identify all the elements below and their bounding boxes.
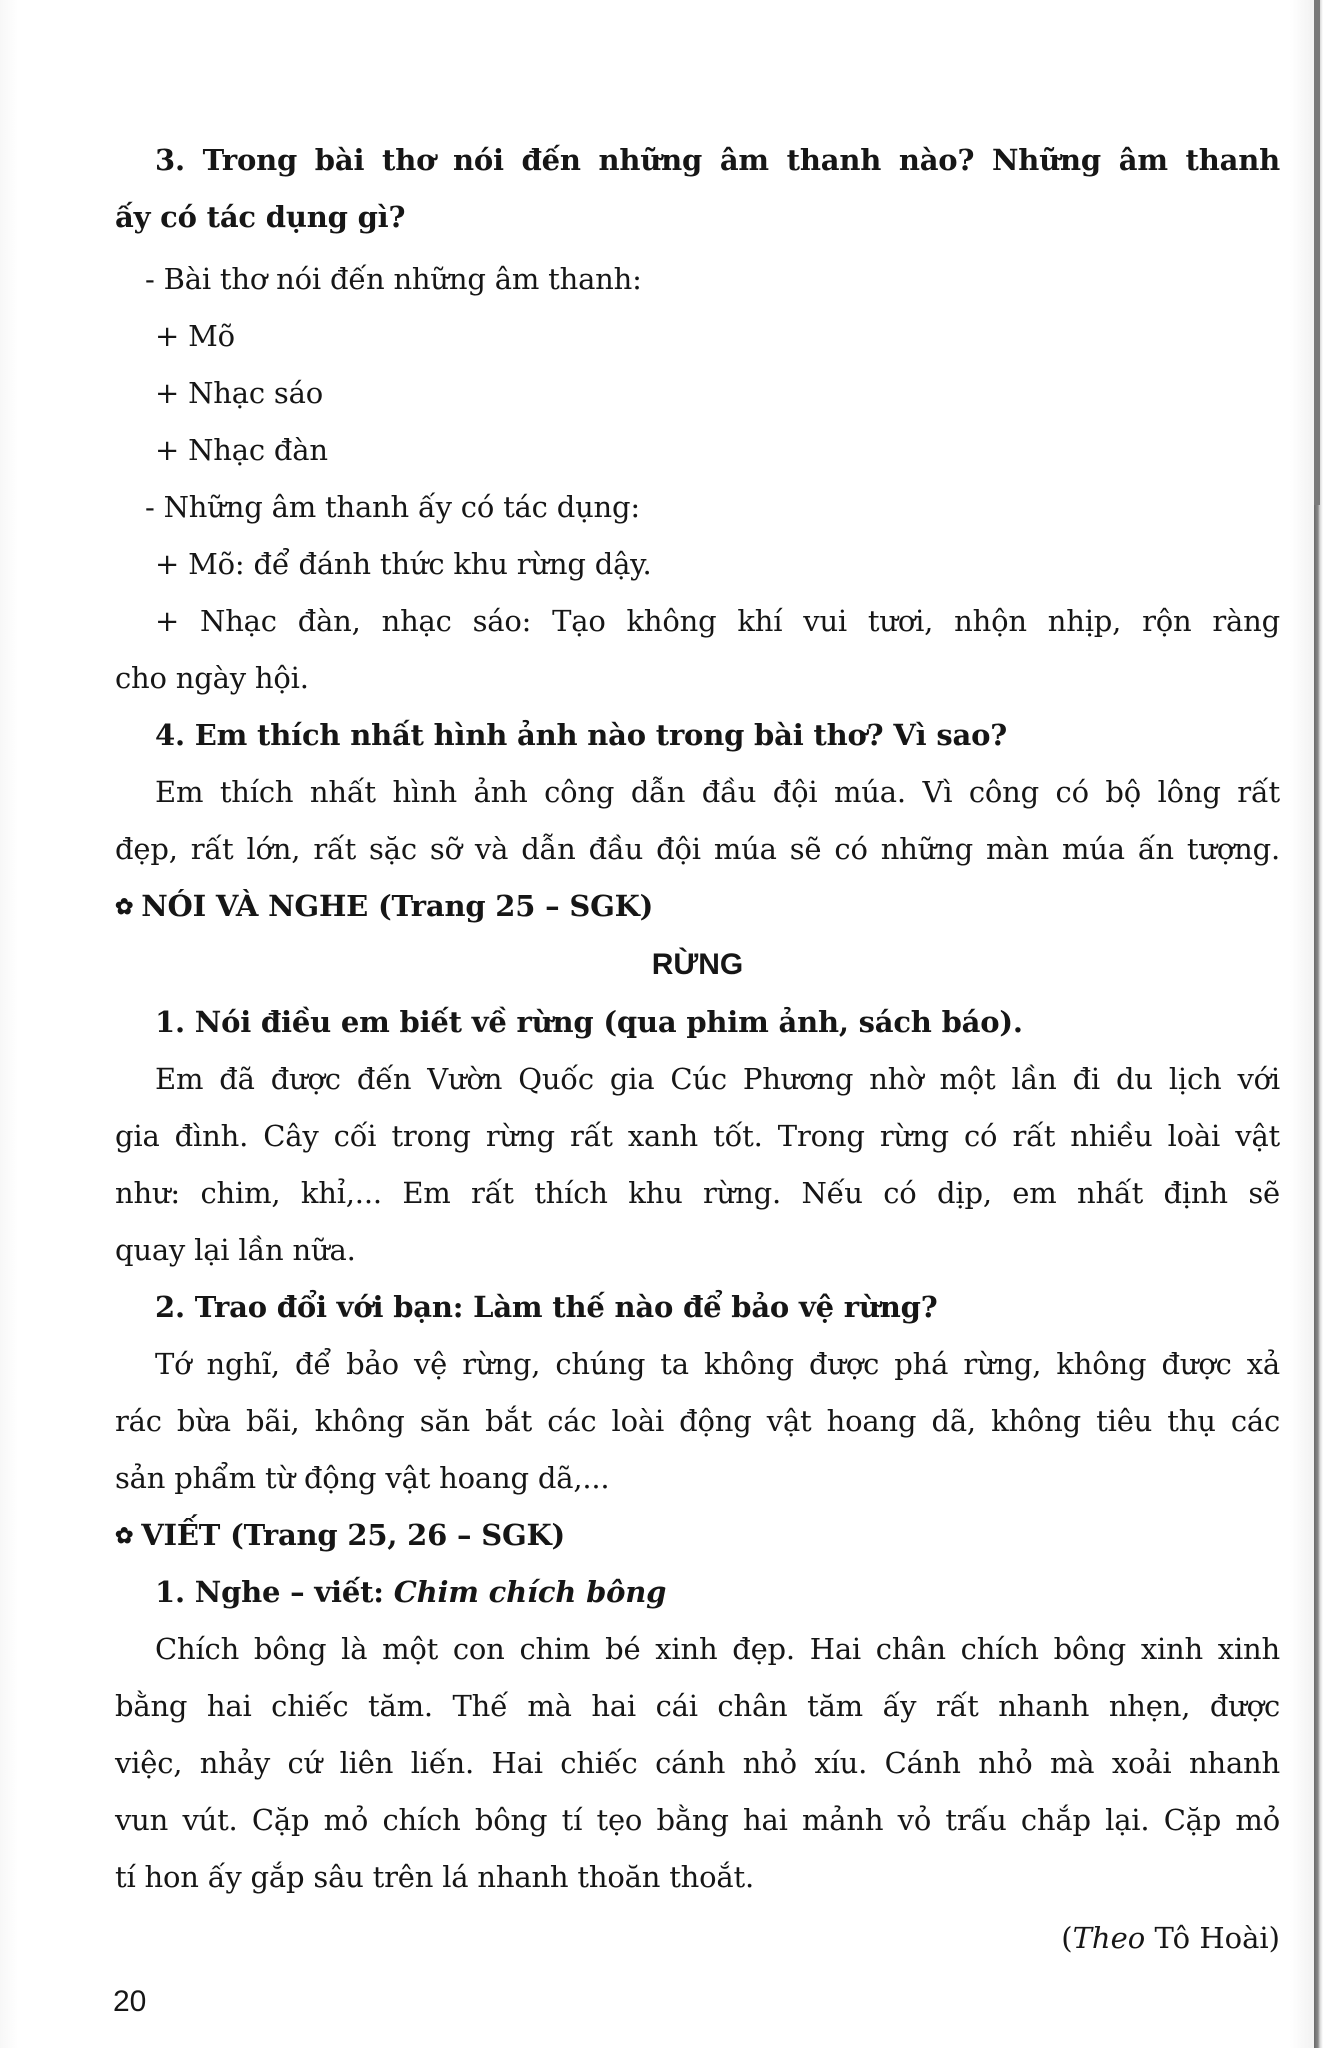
question-noi-2: 2. Trao đổi với bạn: Làm thế nào để bảo vệ rừng? [155, 1290, 938, 1324]
passage-line: Chích bông là một con chim bé xinh đẹp. Hai chân chích bông xinh xinh [155, 1632, 1280, 1666]
page-edge [1314, 0, 1331, 2048]
attribution-paren: ) [1268, 1921, 1280, 1955]
question-noi-1: 1. Nói điều em biết về rừng (qua phim ảnh, sách báo). [155, 1005, 1023, 1039]
answer-4-line1: Em thích nhất hình ảnh công dẫn đầu đội múa. Vì công có bộ lông rất [155, 775, 1280, 809]
section-title-rung: RỪNG [651, 948, 744, 981]
question-viet-1-prefix: 1. Nghe – viết: [155, 1575, 394, 1609]
answer-noi-1-line: Em đã được đến Vườn Quốc gia Cúc Phương nhờ một lần đi du lịch với [155, 1062, 1280, 1096]
section-heading-viet [115, 1515, 565, 1558]
answer-3-effect-intro: - Những âm thanh ấy có tác dụng: [145, 490, 640, 524]
section-heading-noi-va-nghe [115, 886, 653, 929]
answer-noi-1-line: quay lại lần nữa. [115, 1233, 356, 1267]
attribution-paren: ( [1061, 1921, 1073, 1955]
passage-line: bằng hai chiếc tăm. Thế mà hai cái chân tăm ấy rất nhanh nhẹn, được [115, 1689, 1280, 1723]
answer-noi-1-line: gia đình. Cây cối trong rừng rất xanh tốt. Trong rừng có rất nhiều loài vật [115, 1119, 1280, 1153]
question-viet-1-title: Chim chích bông [393, 1575, 667, 1609]
answer-noi-2-line: rác bừa bãi, không săn bắt các loài động vật hoang dã, không tiêu thụ các [115, 1404, 1280, 1438]
flower-icon: ✿ [115, 1523, 134, 1549]
attribution-theo: Theo [1072, 1921, 1146, 1955]
answer-noi-1-line: như: chim, khỉ,... Em rất thích khu rừng. Nếu có dịp, em nhất định sẽ [115, 1176, 1280, 1210]
page-number: 20 [113, 1985, 147, 2018]
answer-3-intro: - Bài thơ nói đến những âm thanh: [145, 262, 642, 296]
question-viet-1 [155, 1572, 666, 1612]
passage-line: tí hon ấy gắp sâu trên lá nhanh thoăn thoắt. [115, 1860, 754, 1894]
answer-3-item: + Mõ [155, 319, 235, 353]
page-edge-shadow [1314, 0, 1320, 505]
section-heading-text: NÓI VÀ NGHE (Trang 25 – SGK) [141, 889, 654, 923]
flower-icon: ✿ [115, 894, 134, 920]
question-4: 4. Em thích nhất hình ảnh nào trong bài thơ? Vì sao? [155, 718, 1008, 752]
answer-3-effect-item: + Mõ: để đánh thức khu rừng dậy. [155, 547, 652, 581]
attribution-author: Tô Hoài [1145, 1921, 1269, 1955]
answer-noi-2-line: Tớ nghĩ, để bảo vệ rừng, chúng ta không được phá rừng, không được xả [155, 1347, 1280, 1381]
passage-attribution [1061, 1918, 1280, 1958]
answer-4-line2: đẹp, rất lớn, rất sặc sỡ và dẫn đầu đội múa sẽ có những màn múa ấn tượng. [115, 832, 1280, 866]
answer-3-item: + Nhạc sáo [155, 376, 323, 410]
answer-noi-2-line: sản phẩm từ động vật hoang dã,... [115, 1461, 610, 1495]
passage-line: vun vút. Cặp mỏ chích bông tí tẹo bằng hai mảnh vỏ trấu chắp lại. Cặp mỏ [115, 1803, 1280, 1837]
section-heading-text: VIẾT (Trang 25, 26 – SGK) [141, 1518, 566, 1552]
question-3-line1: 3. Trong bài thơ nói đến những âm thanh nào? Những âm thanh [155, 143, 1280, 177]
answer-3-item: + Nhạc đàn [155, 433, 328, 467]
answer-3-effect-item: + Nhạc đàn, nhạc sáo: Tạo không khí vui tươi, nhộn nhịp, rộn ràng [155, 604, 1280, 638]
passage-line: việc, nhảy cứ liên liến. Hai chiếc cánh nhỏ xíu. Cánh nhỏ mà xoải nhanh [115, 1746, 1280, 1780]
answer-3-effect-item-cont: cho ngày hội. [115, 661, 309, 695]
question-3-line2: ấy có tác dụng gì? [115, 200, 406, 234]
